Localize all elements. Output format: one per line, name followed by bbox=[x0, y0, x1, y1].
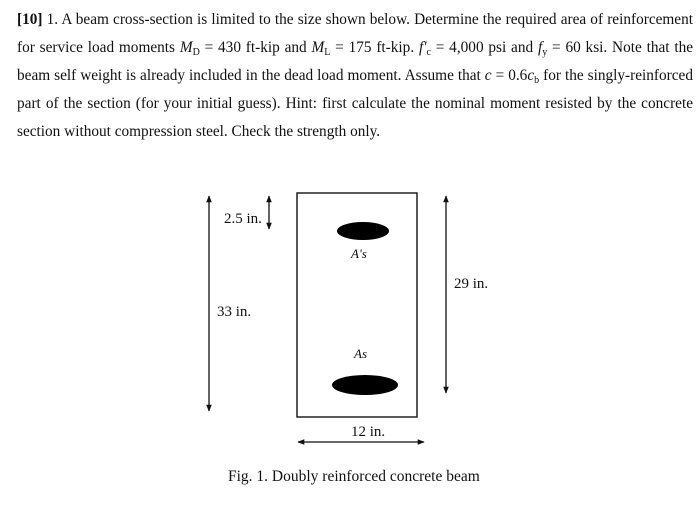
fy-value: = 60 ksi. Note that the beam self weight is already included in the dead load moment. Assume that bbox=[17, 39, 694, 84]
compression-steel-label: A's bbox=[351, 246, 367, 261]
figure-caption: Fig. 1. Doubly reinforced concrete beam bbox=[228, 468, 480, 485]
problem-number: 1. bbox=[46, 11, 59, 28]
fc-value: = 4,000 psi and bbox=[430, 39, 538, 56]
fy-subscript: y bbox=[542, 47, 548, 58]
md-subscript: D bbox=[192, 47, 200, 58]
ml-symbol: M bbox=[311, 39, 325, 56]
width-label: 12 in. bbox=[351, 424, 386, 440]
points-label: [10] bbox=[17, 11, 43, 28]
md-symbol: M bbox=[179, 39, 193, 56]
tension-steel-label: As bbox=[354, 346, 367, 361]
problem-text-2: for the singly-reinforced part of the section (for your initial guess). Hint: first calculate the nominal moment resisted by the concrete section without compression steel. Check the strength only. bbox=[17, 67, 693, 140]
cb-subscript: b bbox=[534, 75, 540, 86]
c-equation: = 0.6 bbox=[491, 67, 528, 84]
cb-symbol: c bbox=[527, 67, 535, 84]
ml-value: = 175 ft-kip. bbox=[330, 39, 419, 56]
md-value: = 430 ft-kip and bbox=[199, 39, 312, 56]
fc-symbol: f' bbox=[418, 39, 427, 56]
fy-symbol: f bbox=[537, 39, 543, 56]
height-label: 33 in. bbox=[217, 304, 252, 320]
tension-steel-bar bbox=[332, 375, 398, 395]
problem-text-1: A beam cross-section is limited to the size shown below. Determine the required area of reinforcement for service load moments bbox=[17, 11, 693, 56]
cover-label: 2.5 in. bbox=[224, 211, 262, 227]
fc-subscript: c bbox=[426, 47, 431, 58]
compression-steel-bar bbox=[337, 222, 389, 240]
c-symbol: c bbox=[484, 67, 492, 84]
ml-subscript: L bbox=[324, 47, 331, 58]
depth-label: 29 in. bbox=[454, 276, 489, 292]
